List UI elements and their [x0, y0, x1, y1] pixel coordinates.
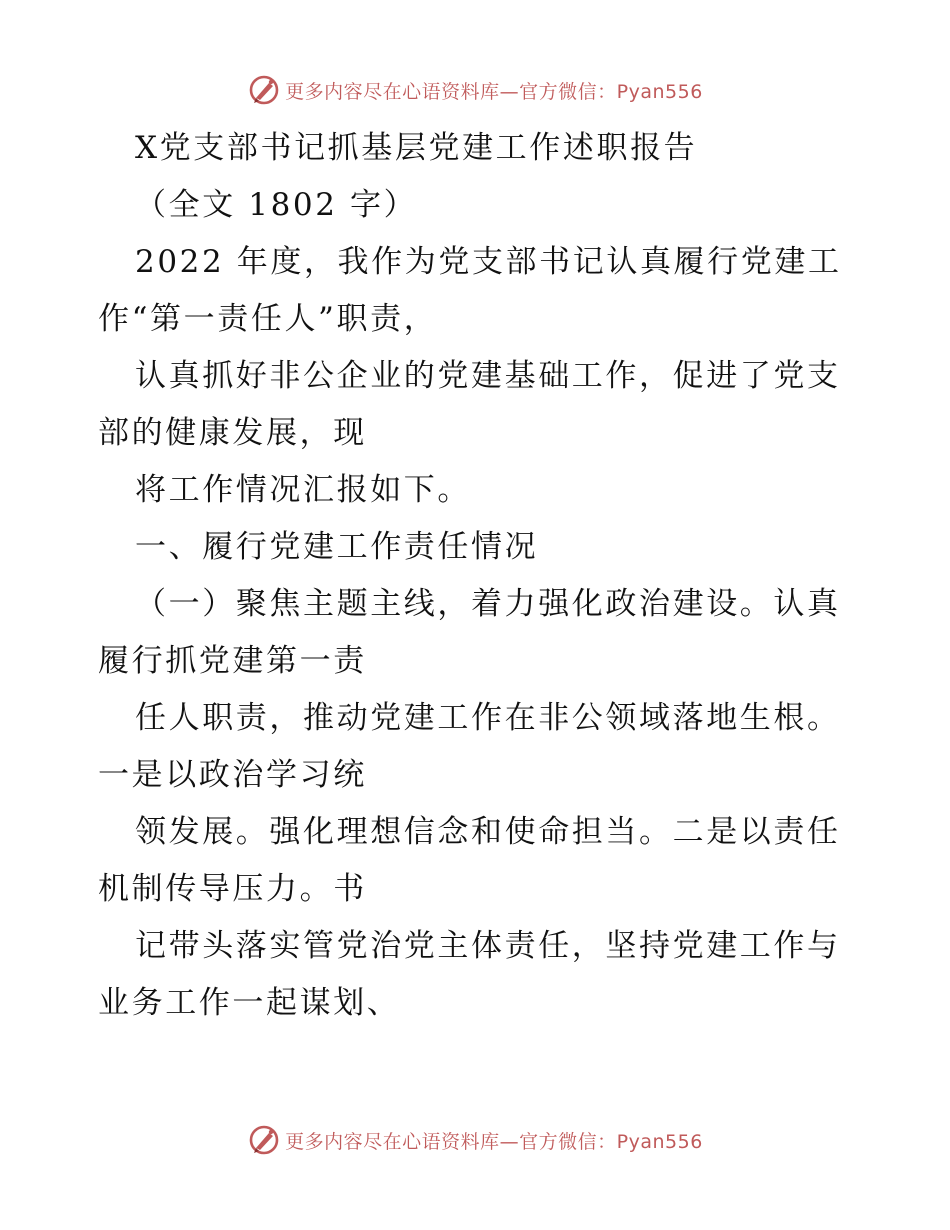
body-paragraph: （一）聚焦主题主线，着力强化政治建设。认真履行抓党建第一责	[98, 586, 841, 679]
footer-watermark	[0, 1120, 950, 1160]
pen-logo-icon	[247, 73, 281, 107]
body-paragraph: 任人职责，推动党建工作在非公领域落地生根。一是以政治学习统	[98, 700, 841, 793]
body-paragraph: 将工作情况汇报如下。	[135, 472, 471, 508]
body-paragraph: 记带头落实管党治党主体责任，坚持党建工作与业务工作一起谋划、	[98, 928, 841, 1021]
section-heading: 一、履行党建工作责任情况	[135, 529, 539, 565]
word-count-note: （全文 1802 字）	[135, 187, 418, 223]
header-watermark	[0, 70, 950, 110]
document-body	[98, 120, 858, 1032]
watermark-text: 更多内容尽在心语资料库—官方微信：Pyan556	[285, 80, 703, 103]
body-paragraph: 领发展。强化理想信念和使命担当。二是以责任机制传导压力。书	[98, 814, 841, 907]
body-paragraph: 认真抓好非公企业的党建基础工作，促进了党支部的健康发展，现	[98, 358, 841, 451]
document-title: X党支部书记抓基层党建工作述职报告	[135, 130, 698, 166]
pen-logo-icon	[247, 1123, 281, 1157]
watermark-text: 更多内容尽在心语资料库—官方微信：Pyan556	[285, 1130, 703, 1153]
body-paragraph: 2022 年度，我作为党支部书记认真履行党建工作“第一责任人”职责，	[98, 244, 842, 337]
